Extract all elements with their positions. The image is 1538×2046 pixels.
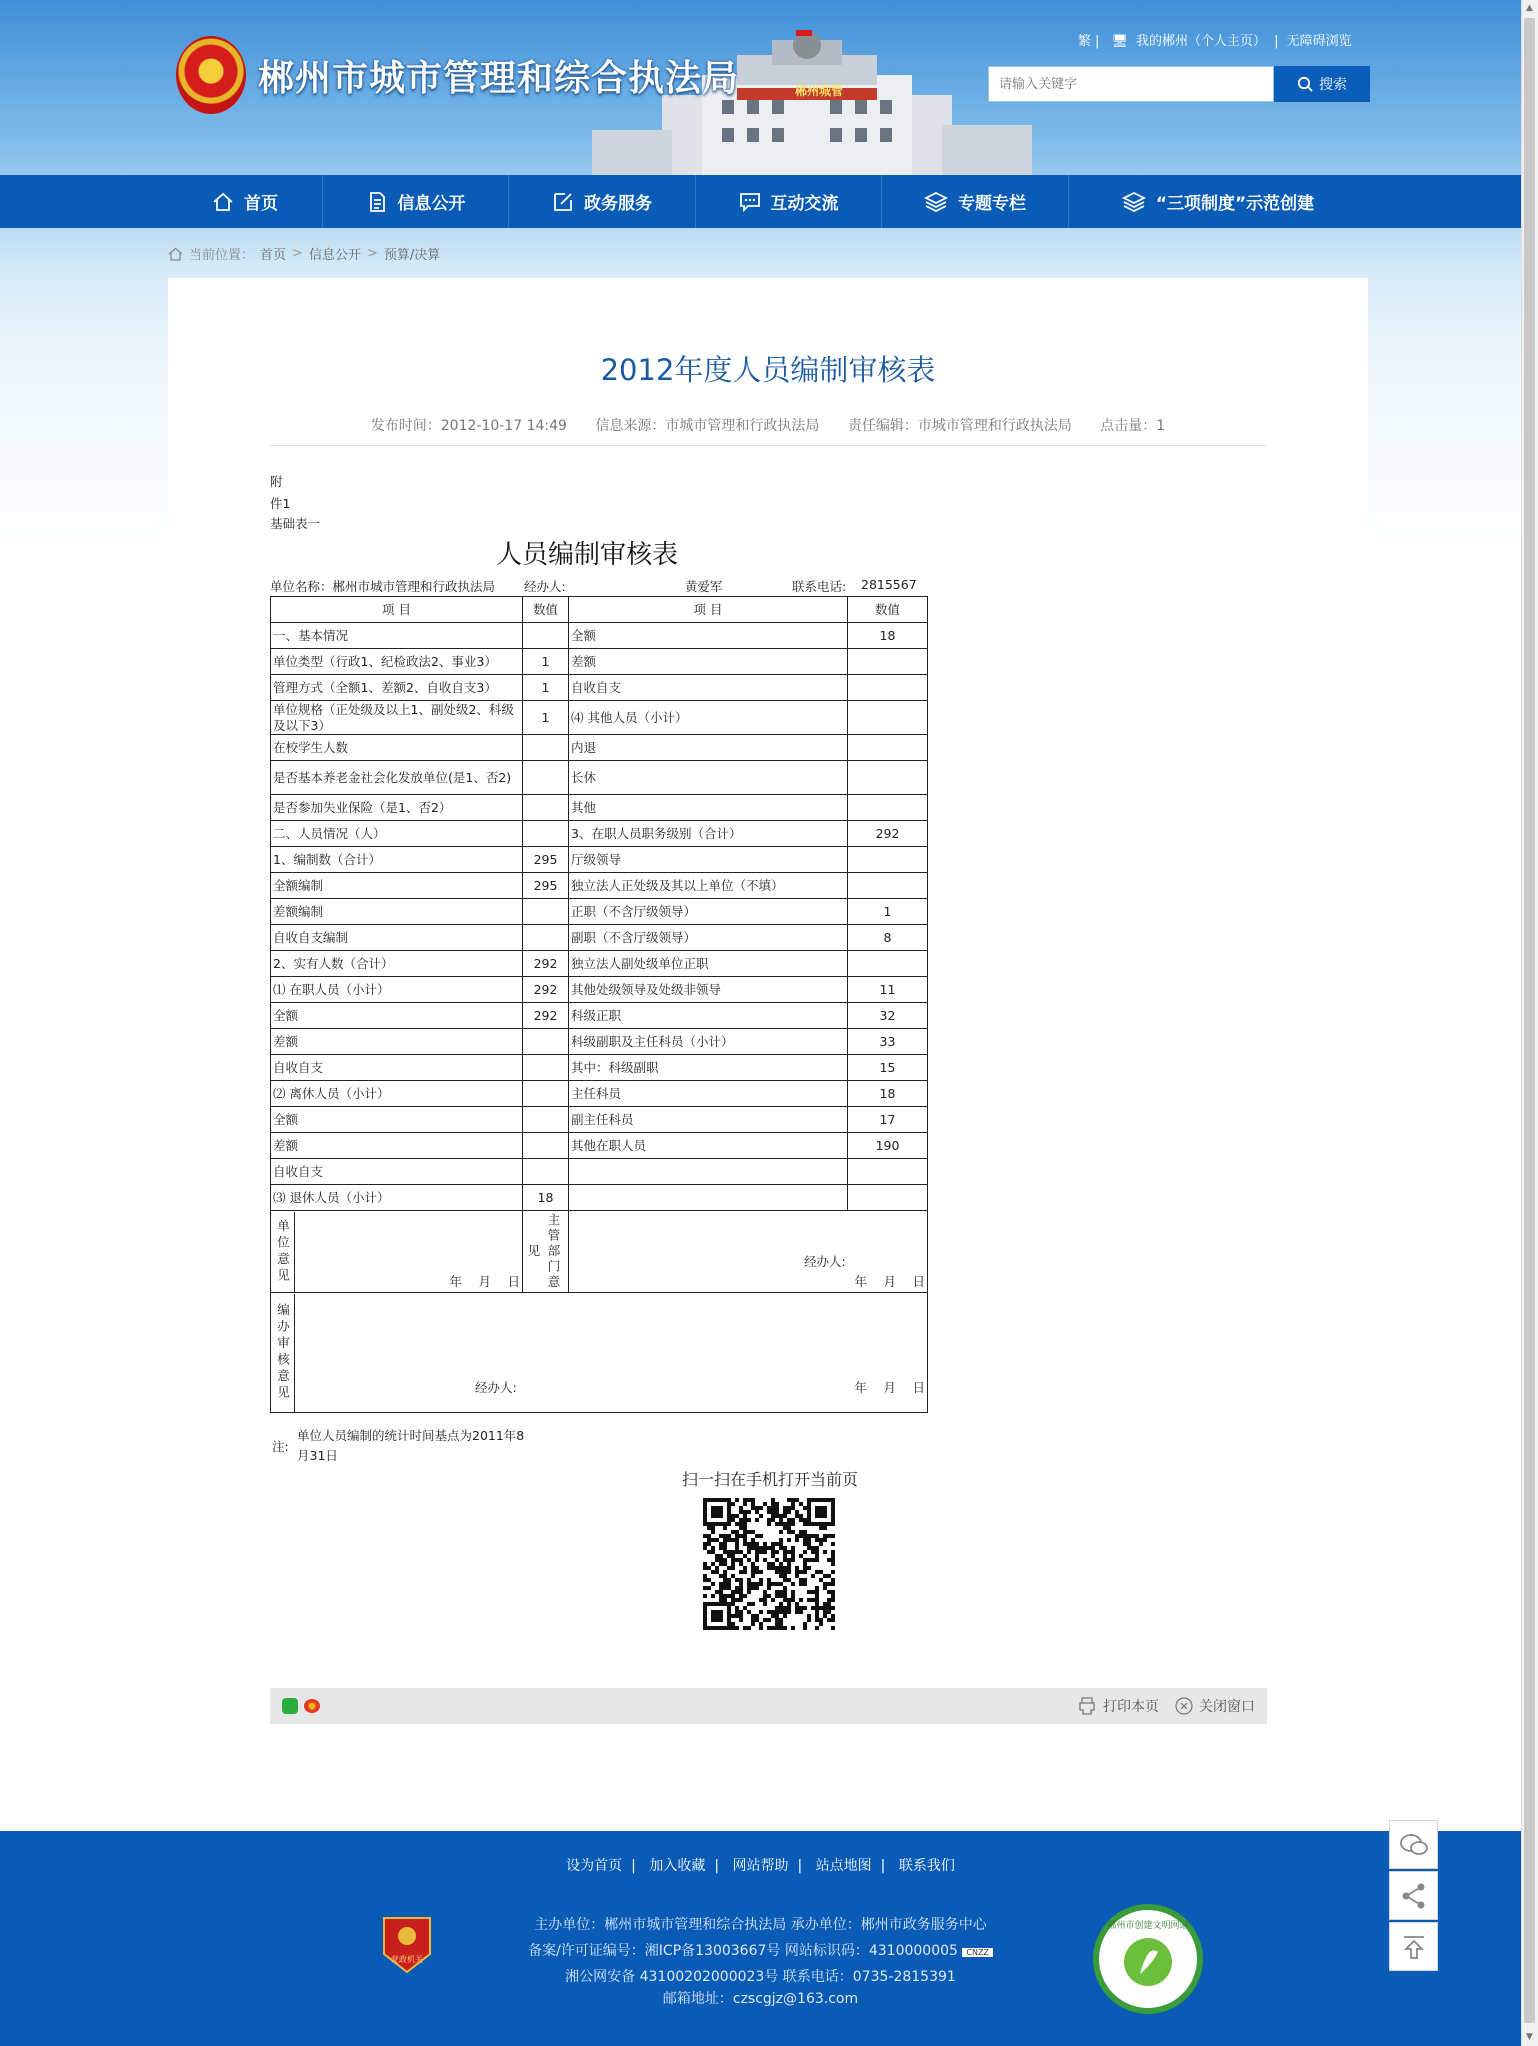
item-cell: 是否基本养老金社会化发放单位(是1、否2) bbox=[271, 761, 523, 795]
item-cell: 单位规格（正处级及以上1、副处级2、科级及以下3） bbox=[271, 701, 523, 735]
item-cell: 全额 bbox=[271, 1107, 523, 1133]
value-cell bbox=[523, 1081, 569, 1107]
article-meta bbox=[168, 415, 1368, 435]
item-cell bbox=[569, 1185, 848, 1211]
footer-email: 邮箱地址：czscgjz@163.com bbox=[662, 1991, 859, 2007]
dept-opinion-label-cell bbox=[523, 1211, 569, 1293]
civilized-site-badge-icon[interactable] bbox=[1090, 1904, 1206, 2014]
item-cell: 自收自支编制 bbox=[271, 925, 523, 951]
table-row bbox=[271, 1107, 928, 1133]
print-button[interactable]: 打印本页 bbox=[1077, 1696, 1159, 1716]
table-row bbox=[271, 977, 928, 1003]
qr-label: 扫一扫在手机打开当前页 bbox=[681, 1470, 858, 1489]
share-icon bbox=[1400, 1882, 1428, 1910]
nav-interaction[interactable]: 互动交流 bbox=[696, 175, 882, 228]
item-cell: 3、在职人员职务级别（合计） bbox=[569, 821, 848, 847]
item-cell: 厅级领导 bbox=[569, 847, 848, 873]
value-cell bbox=[848, 795, 928, 821]
table-row bbox=[271, 1159, 928, 1185]
qr-code-image bbox=[703, 1498, 835, 1630]
value-cell: 32 bbox=[848, 1003, 928, 1029]
nav-gov-service[interactable]: 政务服务 bbox=[509, 175, 696, 228]
value-cell bbox=[523, 925, 569, 951]
add-favorite-link[interactable]: 加入收藏 bbox=[649, 1858, 706, 1874]
table-row bbox=[271, 847, 928, 873]
home-icon bbox=[168, 247, 183, 261]
badge-left-text: 党政机关 bbox=[391, 1955, 423, 1964]
editor: 责任编辑：市城市管理和行政执法局 bbox=[847, 418, 1072, 434]
value-cell: 1 bbox=[848, 899, 928, 925]
main-nav bbox=[0, 175, 1521, 228]
breadcrumb-home[interactable]: 首页 bbox=[260, 248, 287, 263]
table-title: 人员编制审核表 bbox=[496, 540, 679, 570]
note-text: 单位人员编制的统计时间基点为2011年8月31日 bbox=[297, 1428, 525, 1463]
value-cell bbox=[523, 821, 569, 847]
help-link[interactable]: 网站帮助 bbox=[732, 1858, 789, 1874]
item-cell: 单位类型（行政1、纪检政法2、事业3） bbox=[271, 649, 523, 675]
my-chenzhou-link[interactable]: 🖥 我的郴州（个人主页） bbox=[1111, 34, 1267, 49]
unit-opinion-label: 单位意见 bbox=[271, 1212, 295, 1292]
value-cell: 11 bbox=[848, 977, 928, 1003]
footer-police: 湘公网安备 43100202000023号 联系电话：0735-2815391 bbox=[565, 1969, 956, 1985]
info-source: 信息来源：市城市管理和行政执法局 bbox=[595, 418, 820, 434]
click-count: 点击量：1 bbox=[1100, 418, 1166, 434]
item-cell: 自收自支 bbox=[271, 1055, 523, 1081]
item-cell: 差额编制 bbox=[271, 899, 523, 925]
nav-three-systems[interactable]: “三项制度”示范创建 bbox=[1069, 175, 1367, 228]
value-cell bbox=[523, 761, 569, 795]
party-gov-badge-icon[interactable] bbox=[380, 1914, 434, 1976]
bz-opinion-date: 年 月 日 bbox=[854, 1379, 925, 1395]
dept-opinion-label: 主管部门意见 bbox=[526, 1212, 561, 1291]
table-row bbox=[271, 623, 928, 649]
nav-home[interactable]: 首页 bbox=[168, 175, 323, 228]
header bbox=[0, 0, 1521, 175]
value-cell bbox=[523, 1029, 569, 1055]
value-cell: 292 bbox=[523, 1003, 569, 1029]
share-tool-button[interactable] bbox=[1389, 1871, 1438, 1920]
value-cell: 292 bbox=[848, 821, 928, 847]
cnzz-badge[interactable]: CNZZ bbox=[962, 1948, 993, 1957]
table-row bbox=[271, 675, 928, 701]
layers-icon bbox=[924, 191, 948, 213]
header-cell: 数值 bbox=[523, 597, 569, 623]
opinion-row bbox=[271, 1211, 928, 1293]
breadcrumb-budget[interactable]: 预算/决算 bbox=[383, 248, 441, 263]
search-box bbox=[988, 66, 1274, 102]
item-cell: 副职（不含厅级领导） bbox=[569, 925, 848, 951]
value-cell: 190 bbox=[848, 1133, 928, 1159]
value-cell bbox=[848, 701, 928, 735]
value-cell: 15 bbox=[848, 1055, 928, 1081]
search-input[interactable] bbox=[989, 67, 1273, 101]
building-sign: 郴州城管 bbox=[795, 84, 844, 98]
publish-time: 发布时间：2012-10-17 14:49 bbox=[370, 418, 567, 434]
table-row bbox=[271, 1185, 928, 1211]
value-cell: 18 bbox=[848, 623, 928, 649]
footer-sponsor: 主办单位：郴州市城市管理和综合执法局 承办单位：郴州市政务服务中心 bbox=[534, 1917, 987, 1933]
footer-links: 设为首页 | 加入收藏 | 网站帮助 | 站点地图 | 联系我们 bbox=[566, 1858, 955, 1874]
item-cell bbox=[569, 1159, 848, 1185]
monitor-icon: 🖥 bbox=[1111, 34, 1129, 49]
header-cell: 数值 bbox=[848, 597, 928, 623]
share-bar bbox=[270, 1688, 1267, 1724]
item-cell: 在校学生人数 bbox=[271, 735, 523, 761]
item-cell: 主任科员 bbox=[569, 1081, 848, 1107]
header-cell: 项 目 bbox=[271, 597, 523, 623]
table-row bbox=[271, 735, 928, 761]
item-cell: ⑷ 其他人员（小计） bbox=[569, 701, 848, 735]
item-cell: 管理方式（全额1、差额2、自收自支3） bbox=[271, 675, 523, 701]
unit-opinion-cell bbox=[271, 1211, 523, 1293]
value-cell bbox=[848, 847, 928, 873]
breadcrumb-info-public[interactable]: 信息公开 bbox=[308, 248, 361, 263]
item-cell: 是否参加失业保险（是1、否2） bbox=[271, 795, 523, 821]
item-cell: 一、基本情况 bbox=[271, 623, 523, 649]
contact-link[interactable]: 联系我们 bbox=[898, 1858, 955, 1874]
value-cell bbox=[848, 735, 928, 761]
item-cell: 正职（不含厅级领导） bbox=[569, 899, 848, 925]
staffing-table bbox=[270, 596, 928, 1413]
value-cell bbox=[523, 1055, 569, 1081]
search-button[interactable]: 搜索 bbox=[1274, 66, 1370, 102]
item-cell: 全额 bbox=[271, 1003, 523, 1029]
value-cell bbox=[848, 675, 928, 701]
value-cell: 292 bbox=[523, 977, 569, 1003]
nav-info-public[interactable]: 信息公开 bbox=[323, 175, 509, 228]
item-cell: 独立法人副处级单位正职 bbox=[569, 951, 848, 977]
bz-handler-label: 经办人: bbox=[475, 1379, 517, 1395]
table-row bbox=[271, 951, 928, 977]
item-cell: 全额 bbox=[569, 623, 848, 649]
item-cell: 长休 bbox=[569, 761, 848, 795]
value-cell bbox=[848, 1159, 928, 1185]
value-cell bbox=[523, 795, 569, 821]
value-cell: 33 bbox=[848, 1029, 928, 1055]
item-cell: ⑴ 在职人员（小计） bbox=[271, 977, 523, 1003]
unit-opinion-date: 年 月 日 bbox=[449, 1273, 520, 1289]
item-cell: 1、编制数（合计） bbox=[271, 847, 523, 873]
opinion-row bbox=[271, 1293, 928, 1413]
item-cell: 二、人员情况（人） bbox=[271, 821, 523, 847]
value-cell: 295 bbox=[523, 873, 569, 899]
item-cell: 差额 bbox=[271, 1133, 523, 1159]
accessibility-link[interactable]: 无障碍浏览 bbox=[1286, 34, 1352, 49]
national-emblem-icon bbox=[176, 36, 246, 114]
value-cell bbox=[848, 649, 928, 675]
close-icon bbox=[1175, 1697, 1193, 1715]
bz-opinion-label: 编办审核意见 bbox=[271, 1294, 295, 1412]
value-cell: 295 bbox=[523, 847, 569, 873]
scroll-down-arrow[interactable]: ▼ bbox=[1526, 2032, 1533, 2042]
breadcrumb: 当前位置： 首页 > 信息公开 > 预算/决算 bbox=[168, 244, 440, 263]
attach-label: 件1 bbox=[270, 496, 291, 511]
edit-icon bbox=[552, 191, 574, 213]
top-links: 繁 | 🖥 我的郴州（个人主页） | 无障碍浏览 bbox=[1078, 34, 1352, 49]
item-cell: ⑶ 退休人员（小计） bbox=[271, 1185, 523, 1211]
article-title: 2012年度人员编制审核表 bbox=[600, 353, 936, 387]
traditional-chinese-link[interactable]: 繁 bbox=[1078, 34, 1092, 49]
item-cell: 独立法人正处级及其以上单位（不填） bbox=[569, 873, 848, 899]
basic-table-label: 基础表一 bbox=[270, 516, 321, 531]
document-icon bbox=[366, 191, 388, 213]
item-cell: 其他处级领导及处级非领导 bbox=[569, 977, 848, 1003]
bz-opinion-cell bbox=[271, 1293, 928, 1413]
header-cell: 项 目 bbox=[569, 597, 848, 623]
item-cell: 其他在职人员 bbox=[569, 1133, 848, 1159]
scroll-up-arrow[interactable]: ▲ bbox=[1526, 3, 1533, 13]
table-row bbox=[271, 649, 928, 675]
item-cell: 2、实有人数（合计） bbox=[271, 951, 523, 977]
table-row bbox=[271, 1029, 928, 1055]
sitemap-link[interactable]: 站点地图 bbox=[815, 1858, 872, 1874]
value-cell bbox=[848, 1185, 928, 1211]
value-cell: 8 bbox=[848, 925, 928, 951]
value-cell bbox=[848, 761, 928, 795]
value-cell bbox=[523, 1159, 569, 1185]
footer-icp: 备案/许可证编号：湘ICP备13003667号 网站标识码：4310000005 CNZZ bbox=[0, 1940, 1521, 1960]
divider bbox=[270, 445, 1266, 446]
value-cell bbox=[523, 1133, 569, 1159]
handler-name: 黄爱军 bbox=[685, 579, 723, 594]
dept-handler-label: 经办人: bbox=[804, 1253, 846, 1269]
table-row bbox=[271, 1133, 928, 1159]
layers-icon bbox=[1122, 191, 1146, 213]
attach-label: 附 bbox=[270, 474, 283, 489]
item-cell: 全额编制 bbox=[271, 873, 523, 899]
value-cell bbox=[848, 951, 928, 977]
table-row bbox=[271, 1081, 928, 1107]
table-row bbox=[271, 1003, 928, 1029]
value-cell: 18 bbox=[848, 1081, 928, 1107]
table-row bbox=[271, 761, 928, 795]
table-row bbox=[271, 873, 928, 899]
value-cell: 17 bbox=[848, 1107, 928, 1133]
weibo-share-icon[interactable] bbox=[304, 1699, 320, 1713]
wechat-tool-button[interactable] bbox=[1389, 1820, 1438, 1869]
home-icon bbox=[212, 191, 234, 213]
value-cell: 1 bbox=[523, 675, 569, 701]
table-row bbox=[271, 795, 928, 821]
table-body bbox=[271, 597, 928, 1413]
site-title: 郴州市城市管理和综合执法局 bbox=[258, 58, 740, 99]
phone-label: 联系电话: bbox=[792, 579, 847, 594]
item-cell: 自收自支 bbox=[569, 675, 848, 701]
value-cell: 18 bbox=[523, 1185, 569, 1211]
value-cell: 292 bbox=[523, 951, 569, 977]
close-window-button[interactable]: 关闭窗口 bbox=[1175, 1696, 1255, 1716]
value-cell: 1 bbox=[523, 649, 569, 675]
scrollbar-thumb[interactable] bbox=[1524, 18, 1535, 2023]
value-cell bbox=[523, 623, 569, 649]
wechat-icon bbox=[1399, 1832, 1429, 1858]
arrow-up-icon bbox=[1402, 1934, 1426, 1960]
value-cell bbox=[523, 1107, 569, 1133]
item-cell: 其他 bbox=[569, 795, 848, 821]
badge-right-text: 郴州市创建文明网站 bbox=[1107, 1921, 1189, 1931]
printer-icon bbox=[1077, 1697, 1097, 1715]
item-cell: ⑵ 离休人员（小计） bbox=[271, 1081, 523, 1107]
dept-opinion-cell bbox=[569, 1211, 928, 1293]
dept-opinion-date: 年 月 日 bbox=[854, 1273, 925, 1289]
item-cell: 自收自支 bbox=[271, 1159, 523, 1185]
table-row bbox=[271, 821, 928, 847]
table-row bbox=[271, 925, 928, 951]
nav-special-column[interactable]: 专题专栏 bbox=[882, 175, 1069, 228]
wechat-share-icon[interactable] bbox=[282, 1698, 298, 1714]
table-row bbox=[271, 701, 928, 735]
table-row bbox=[271, 1055, 928, 1081]
item-cell: 其中：科级副职 bbox=[569, 1055, 848, 1081]
item-cell: 科级正职 bbox=[569, 1003, 848, 1029]
value-cell bbox=[848, 873, 928, 899]
back-to-top-button[interactable] bbox=[1389, 1922, 1438, 1971]
item-cell: 差额 bbox=[271, 1029, 523, 1055]
table-row bbox=[271, 899, 928, 925]
value-cell: 1 bbox=[523, 701, 569, 735]
item-cell: 科级副职及主任科员（小计） bbox=[569, 1029, 848, 1055]
item-cell: 副主任科员 bbox=[569, 1107, 848, 1133]
phone: 2815567 bbox=[861, 577, 917, 592]
item-cell: 内退 bbox=[569, 735, 848, 761]
value-cell bbox=[523, 735, 569, 761]
table-header-row bbox=[271, 597, 928, 623]
set-homepage-link[interactable]: 设为首页 bbox=[566, 1858, 623, 1874]
item-cell: 差额 bbox=[569, 649, 848, 675]
handler-label: 经办人: bbox=[524, 579, 566, 594]
unit-name: 单位名称：郴州市城市管理和行政执法局 bbox=[270, 579, 496, 594]
note-label: 注: bbox=[272, 1439, 289, 1454]
value-cell bbox=[523, 899, 569, 925]
search-icon bbox=[1297, 76, 1313, 92]
chat-icon bbox=[739, 191, 761, 213]
